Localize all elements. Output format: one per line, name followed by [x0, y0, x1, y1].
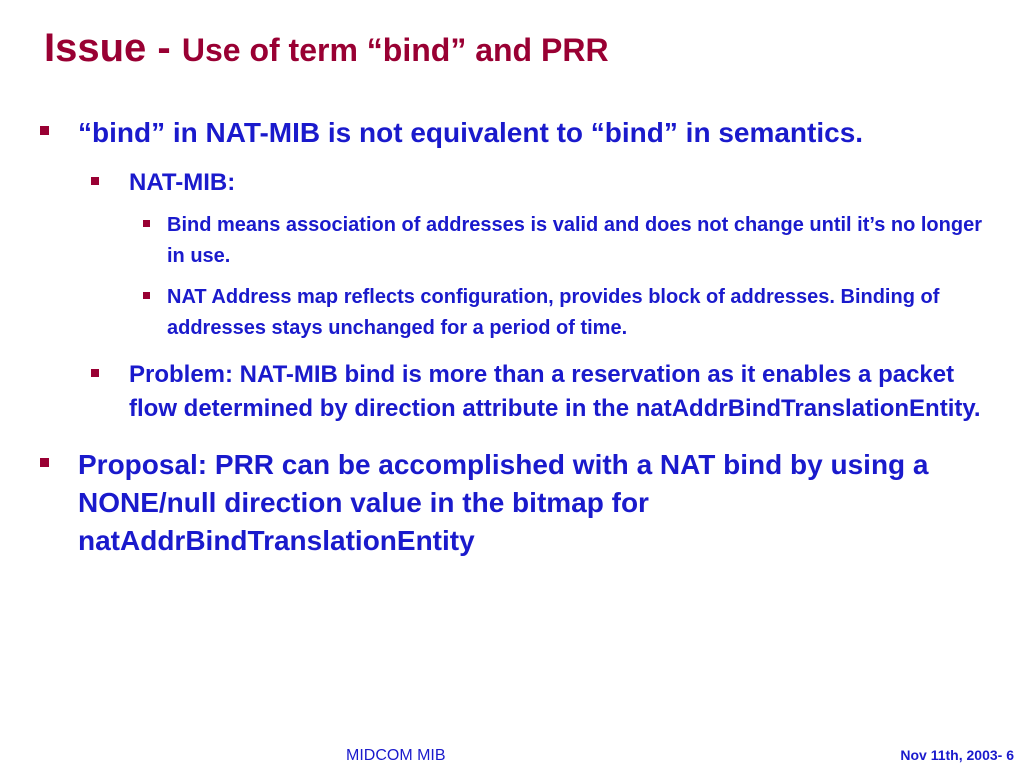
bullet-text: NAT Address map reflects configuration, provides block of addresses. Binding of addresses stays unchanged for a period of time. — [167, 286, 940, 339]
bullet-item — [40, 210, 1000, 272]
slide-title — [44, 26, 609, 70]
footer-title: MIDCOM MIB — [346, 747, 446, 764]
bullet-text: Problem: NAT-MIB bind is more than a reservation as it enables a packet flow determined by direction attribute in the natAddrBindTranslationEntity. — [129, 361, 981, 422]
bullet-text: Proposal: PRR can be accomplished with a NAT bind by using a NONE/null direction value in the bitmap for natAddrBindTranslationEntity — [78, 449, 929, 556]
square-bullet-icon — [40, 126, 49, 135]
bullet-text: Bind means association of addresses is valid and does not change until it’s no longer in use. — [167, 214, 982, 267]
square-bullet-icon — [143, 292, 150, 299]
square-bullet-icon — [91, 369, 99, 377]
title-part-2: Use of term “bind” and PRR — [181, 32, 609, 68]
bullet-item — [40, 282, 1000, 344]
slide-body — [40, 114, 1000, 560]
square-bullet-icon — [91, 177, 99, 185]
footer-date-page: Nov 11th, 2003- 6 — [900, 747, 1014, 763]
bullet-item — [40, 358, 1000, 426]
square-bullet-icon — [40, 458, 49, 467]
bullet-text: NAT-MIB: — [129, 169, 236, 196]
bullet-text: “bind” in NAT-MIB is not equivalent to “bind” in semantics. — [78, 117, 864, 148]
bullet-item — [40, 166, 1000, 200]
bullet-item — [40, 446, 1000, 560]
title-part-1: Issue - — [44, 26, 182, 70]
square-bullet-icon — [143, 220, 150, 227]
bullet-item — [40, 114, 1000, 152]
